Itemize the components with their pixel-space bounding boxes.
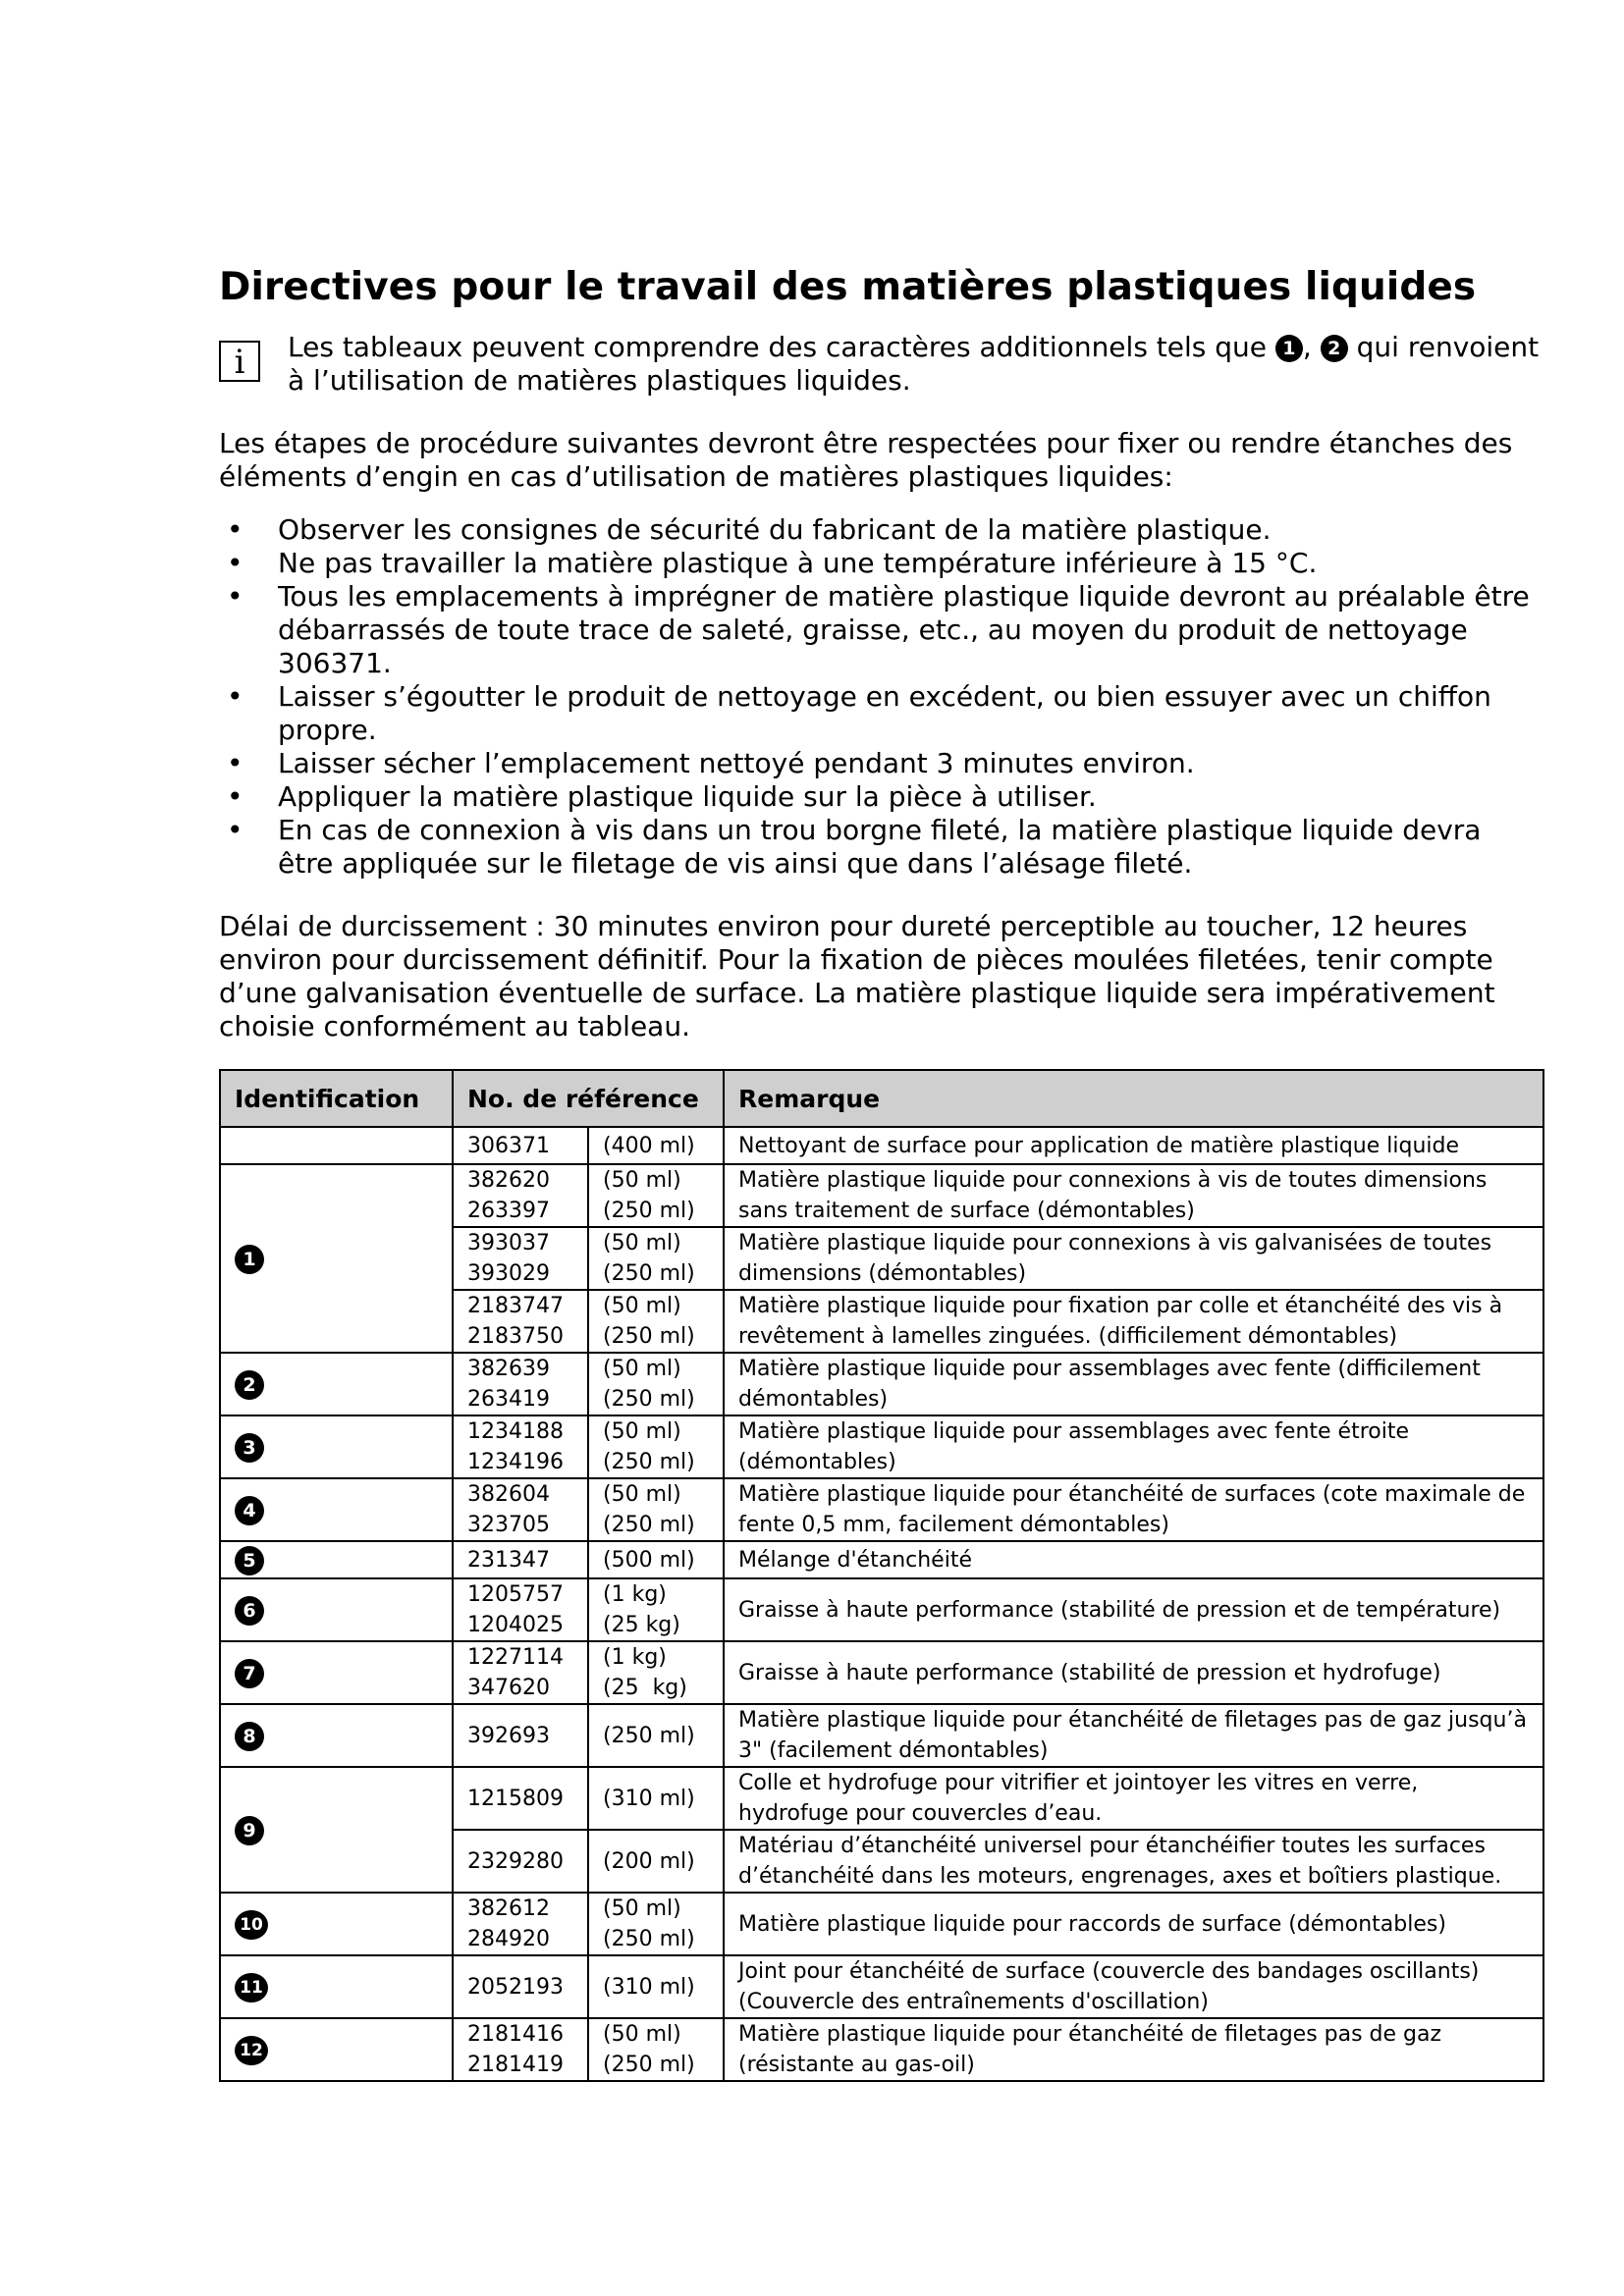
quantity: (50 ml) — [603, 1357, 681, 1381]
identification-cell — [220, 1478, 453, 1541]
table-row — [220, 1767, 1543, 1830]
reference-number: 284920 — [467, 1927, 550, 1951]
marker-5-icon: 5 — [235, 1546, 264, 1575]
remark-cell: Graisse à haute performance (stabilité de pression et hydrofuge) — [724, 1641, 1543, 1704]
remark-cell: Graisse à haute performance (stabilité de pression et de température) — [724, 1578, 1543, 1641]
quantity: (50 ml) — [603, 1896, 681, 1921]
reference-cell — [453, 1541, 588, 1578]
identification-cell — [220, 1353, 453, 1415]
quantity: (200 ml) — [603, 1848, 695, 1874]
list-item: • En cas de connexion à vis dans un trou borgne fileté, la matière plastique liquide devra être appliquée sur le filetage de vis ainsi que dans l’alésage fileté. — [219, 814, 1541, 881]
identification-cell — [220, 1127, 453, 1164]
quantity-cell — [588, 1641, 724, 1704]
table-row — [220, 1353, 1543, 1415]
list-item: • Laisser sécher l’emplacement nettoyé pendant 3 minutes environ. — [219, 747, 1541, 780]
remark-cell: Colle et hydrofuge pour vitrifier et jointoyer les vitres en verre, hydrofuge pour couvercles d’eau. — [724, 1767, 1543, 1830]
quantity: (250 ml) — [603, 1324, 695, 1349]
reference-number: 382620 — [467, 1168, 550, 1193]
quantity-cell — [588, 1478, 724, 1541]
reference-cell — [453, 1578, 588, 1641]
remark-cell: Matériau d’étanchéité universel pour étanchéifier toutes les surfaces d’étanchéité dans les moteurs, engrenages, axes et boîtiers plastique. — [724, 1830, 1543, 1893]
identification-cell — [220, 1893, 453, 1955]
quantity: (25 kg) — [603, 1613, 680, 1637]
quantity: (500 ml) — [603, 1547, 695, 1573]
reference-cell — [453, 1955, 588, 2018]
quantity: (250 ml) — [603, 1261, 695, 1286]
quantity: (250 ml) — [603, 1513, 695, 1537]
table-row — [220, 1578, 1543, 1641]
table-row — [220, 1164, 1543, 1227]
list-item: • Appliquer la matière plastique liquide sur la pièce à utiliser. — [219, 780, 1541, 814]
quantity-cell — [588, 1830, 724, 1893]
marker-2-icon: 2 — [1321, 335, 1348, 362]
marker-4-icon: 4 — [235, 1496, 264, 1525]
curing-paragraph: Délai de durcissement : 30 minutes environ pour dureté perceptible au toucher, 12 heures environ pour durcissement définitif. Pour la fixation de pièces moulées filetées, tenir compte d’une galvanisation éventuelle de surface. La matière plastique liquide sera impérativement choisie conformément au tableau. — [219, 910, 1495, 1042]
reference-number: 2183747 — [467, 1294, 564, 1318]
reference-number: 393037 — [467, 1231, 550, 1255]
page-title: Directives pour le travail des matières plastiques liquides — [219, 265, 1477, 309]
reference-number: 231347 — [467, 1547, 550, 1573]
remark-cell: Matière plastique liquide pour raccords de surface (démontables) — [724, 1893, 1543, 1955]
reference-number: 382612 — [467, 1896, 550, 1921]
quantity: (400 ml) — [603, 1133, 695, 1158]
remark-cell: Matière plastique liquide pour assemblages avec fente (difficilement démontables) — [724, 1353, 1543, 1415]
list-item: • Observer les consignes de sécurité du fabricant de la matière plastique. — [219, 513, 1541, 547]
reference-number: 2183750 — [467, 1324, 564, 1349]
remark-cell: Matière plastique liquide pour connexions à vis de toutes dimensions sans traitement de surface (démontables) — [724, 1164, 1543, 1227]
reference-number: 306371 — [467, 1133, 550, 1158]
quantity: (50 ml) — [603, 1419, 681, 1444]
table-header-row — [220, 1070, 1543, 1127]
list-item: • Laisser s’égoutter le produit de nettoyage en excédent, ou bien essuyer avec un chiffon propre. — [219, 680, 1541, 747]
remark-cell: Matière plastique liquide pour étanchéité de filetages pas de gaz (résistante au gas-oil) — [724, 2018, 1543, 2081]
reference-number: 347620 — [467, 1676, 550, 1700]
reference-cell — [453, 1415, 588, 1478]
quantity-cell — [588, 2018, 724, 2081]
reference-cell — [453, 1704, 588, 1767]
plastics-table — [219, 1069, 1544, 2082]
reference-number: 393029 — [467, 1261, 550, 1286]
quantity: (50 ml) — [603, 1168, 681, 1193]
quantity: (250 ml) — [603, 2053, 695, 2077]
marker-3-icon: 3 — [235, 1433, 264, 1463]
marker-11-icon: 11 — [235, 1973, 268, 2002]
reference-cell — [453, 1478, 588, 1541]
header-identification: Identification — [220, 1070, 453, 1127]
note-text-after: qui renvoient à l’utilisation de matières plastiques liquides. — [288, 331, 1540, 397]
quantity-cell — [588, 1227, 724, 1290]
identification-cell — [220, 1955, 453, 2018]
marker-7-icon: 7 — [235, 1659, 264, 1688]
reference-number: 2329280 — [467, 1848, 564, 1874]
reference-number: 2181419 — [467, 2053, 564, 2077]
reference-number: 1215809 — [467, 1786, 564, 1811]
remark-cell: Mélange d'étanchéité — [724, 1541, 1543, 1578]
quantity-cell — [588, 1955, 724, 2018]
remark-cell: Matière plastique liquide pour assemblages avec fente étroite (démontables) — [724, 1415, 1543, 1478]
identification-cell — [220, 1415, 453, 1478]
quantity: (50 ml) — [603, 2022, 681, 2047]
table-row — [220, 1893, 1543, 1955]
table-row — [220, 1955, 1543, 2018]
reference-number: 1234188 — [467, 1419, 564, 1444]
reference-cell — [453, 1290, 588, 1353]
table-row — [220, 1415, 1543, 1478]
remark-cell: Nettoyant de surface pour application de matière plastique liquide — [724, 1127, 1543, 1164]
reference-number: 382639 — [467, 1357, 550, 1381]
identification-cell — [220, 2018, 453, 2081]
info-note — [219, 331, 1541, 398]
info-icon: i — [219, 341, 260, 382]
remark-cell: Joint pour étanchéité de surface (couvercle des bandages oscillants) (Couvercle des entraînements d'oscillation) — [724, 1955, 1543, 2018]
identification-cell — [220, 1578, 453, 1641]
quantity-cell — [588, 1290, 724, 1353]
reference-number: 1204025 — [467, 1613, 564, 1637]
quantity-cell — [588, 1415, 724, 1478]
identification-cell — [220, 1641, 453, 1704]
quantity: (250 ml) — [603, 1199, 695, 1223]
quantity: (50 ml) — [603, 1482, 681, 1507]
reference-cell — [453, 1830, 588, 1893]
marker-8-icon: 8 — [235, 1722, 264, 1751]
marker-10-icon: 10 — [235, 1910, 268, 1940]
table-row — [220, 1127, 1543, 1164]
note-text-before: Les tableaux peuvent comprendre des caractères additionnels tels que — [288, 331, 1275, 363]
table-row — [220, 1478, 1543, 1541]
table-row — [220, 1641, 1543, 1704]
quantity: (25 kg) — [603, 1676, 687, 1700]
header-reference: No. de référence — [453, 1070, 724, 1127]
reference-cell — [453, 1893, 588, 1955]
list-item: • Tous les emplacements à imprégner de matière plastique liquide devront au préalable être débarrassés de toute trace de saleté, graisse, etc., au moyen du produit de nettoyage 306371. — [219, 580, 1541, 680]
quantity-cell — [588, 1704, 724, 1767]
remark-cell: Matière plastique liquide pour étanchéité de surfaces (cote maximale de fente 0,5 mm, facilement démontables) — [724, 1478, 1543, 1541]
quantity-cell — [588, 1164, 724, 1227]
quantity: (1 kg) — [603, 1645, 667, 1670]
quantity-cell — [588, 1893, 724, 1955]
reference-number: 1234196 — [467, 1450, 564, 1474]
remark-cell: Matière plastique liquide pour connexions à vis galvanisées de toutes dimensions (démontables) — [724, 1227, 1543, 1290]
identification-cell — [220, 1164, 453, 1353]
identification-cell — [220, 1541, 453, 1578]
reference-cell — [453, 1164, 588, 1227]
quantity-cell — [588, 1767, 724, 1830]
reference-number: 392693 — [467, 1723, 550, 1748]
reference-cell — [453, 2018, 588, 2081]
table-row — [220, 1704, 1543, 1767]
quantity: (50 ml) — [603, 1231, 681, 1255]
quantity: (250 ml) — [603, 1387, 695, 1412]
quantity: (50 ml) — [603, 1294, 681, 1318]
info-note-text — [288, 331, 1541, 398]
procedure-steps-list — [219, 513, 1541, 881]
quantity: (250 ml) — [603, 1927, 695, 1951]
quantity: (250 ml) — [603, 1450, 695, 1474]
reference-cell — [453, 1127, 588, 1164]
reference-number: 1205757 — [467, 1582, 564, 1607]
marker-2-icon: 2 — [235, 1370, 264, 1400]
document-page — [219, 265, 1541, 2082]
quantity-cell — [588, 1541, 724, 1578]
table-row — [220, 2018, 1543, 2081]
quantity-cell — [588, 1353, 724, 1415]
reference-cell — [453, 1227, 588, 1290]
quantity: (310 ml) — [603, 1974, 695, 2000]
marker-1-icon: 1 — [1275, 335, 1303, 362]
marker-1-icon: 1 — [235, 1245, 264, 1274]
reference-cell — [453, 1353, 588, 1415]
quantity-cell — [588, 1127, 724, 1164]
reference-number: 2052193 — [467, 1974, 564, 2000]
quantity: (1 kg) — [603, 1582, 667, 1607]
marker-6-icon: 6 — [235, 1596, 264, 1626]
reference-number: 2181416 — [467, 2022, 564, 2047]
quantity: (310 ml) — [603, 1786, 695, 1811]
quantity-cell — [588, 1578, 724, 1641]
reference-number: 1227114 — [467, 1645, 564, 1670]
marker-12-icon: 12 — [235, 2036, 268, 2065]
identification-cell — [220, 1704, 453, 1767]
marker-9-icon: 9 — [235, 1816, 264, 1845]
remark-cell: Matière plastique liquide pour étanchéité de filetages pas de gaz jusqu’à 3" (facilement démontables) — [724, 1704, 1543, 1767]
header-remark: Remarque — [724, 1070, 1543, 1127]
note-separator: , — [1302, 331, 1321, 363]
table-row — [220, 1541, 1543, 1578]
remark-cell: Matière plastique liquide pour fixation par colle et étanchéité des vis à revêtement à lamelles zinguées. (difficilement démontables) — [724, 1290, 1543, 1353]
quantity: (250 ml) — [603, 1723, 695, 1748]
list-item: • Ne pas travailler la matière plastique à une température inférieure à 15 °C. — [219, 547, 1541, 580]
reference-number: 263397 — [467, 1199, 550, 1223]
reference-cell — [453, 1641, 588, 1704]
reference-number: 382604 — [467, 1482, 550, 1507]
intro-paragraph: Les étapes de procédure suivantes devront être respectées pour fixer ou rendre étanches des éléments d’engin en cas d’utilisation de matières plastiques liquides: — [219, 427, 1513, 493]
reference-number: 323705 — [467, 1513, 550, 1537]
reference-number: 263419 — [467, 1387, 550, 1412]
identification-cell — [220, 1767, 453, 1893]
reference-cell — [453, 1767, 588, 1830]
